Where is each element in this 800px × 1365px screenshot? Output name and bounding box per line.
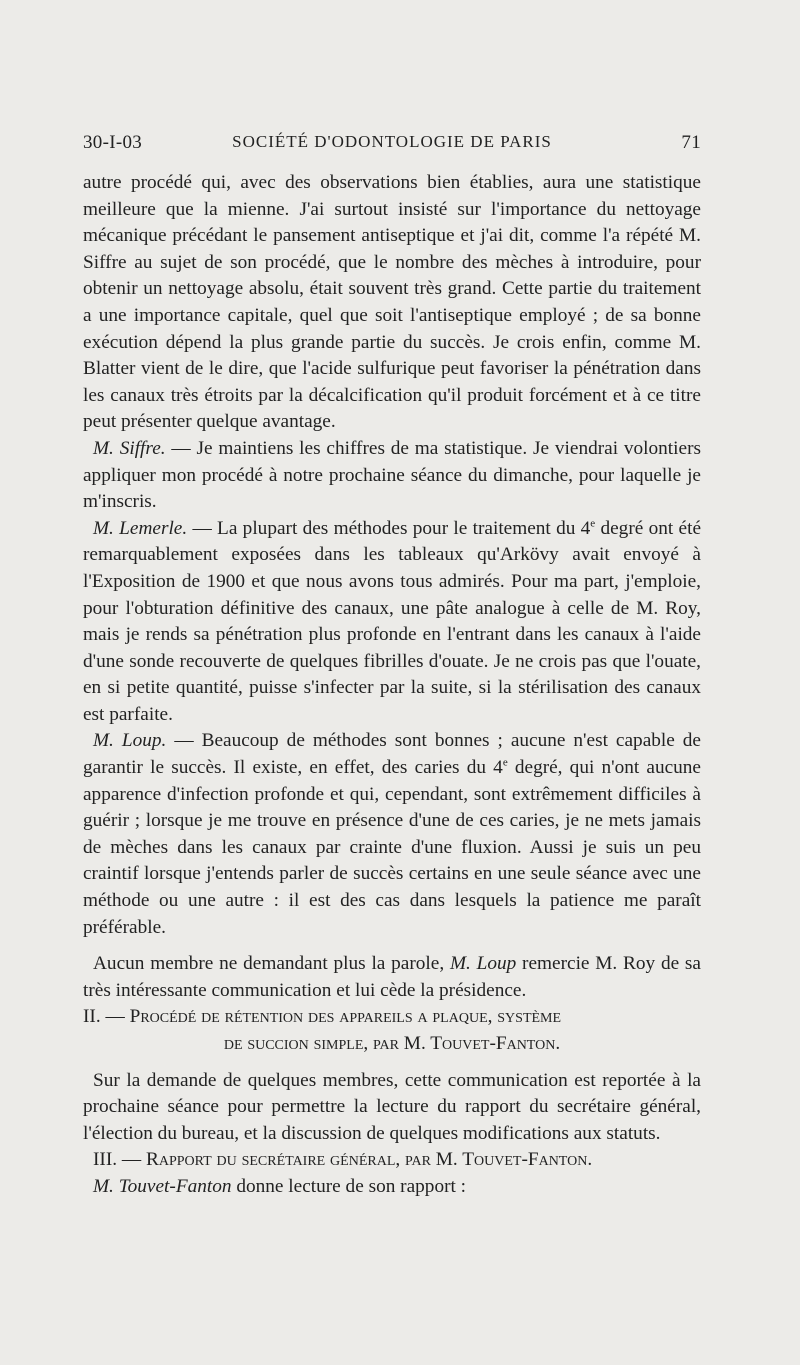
section-title-line: Procédé de rétention des appareils a plaque, système [129, 1006, 562, 1028]
superscript: e [590, 517, 596, 530]
page-number: 71 [681, 132, 701, 153]
speaker-name: M. Touvet-Fanton [93, 1175, 232, 1197]
paragraph-text: donne lecture de son rapport : [231, 1175, 467, 1197]
speaker-name: M. Lemerle. [93, 517, 188, 539]
section-title-line: de succion simple, par M. Touvet-Fanton. [223, 1033, 561, 1054]
section-number: II. — [83, 1006, 130, 1028]
speaker-name: M. Siffre. [93, 437, 166, 459]
superscript: e [502, 756, 508, 769]
paragraph-closing [83, 951, 701, 1004]
page-body [83, 170, 701, 1201]
paragraph-text: remercie M. Roy de sa très intéressante communication et lui cède la présidence. [83, 953, 701, 1001]
speaker-name: M. Loup [449, 953, 517, 975]
section-title-line: Rapport du secrétaire général, par M. Touvet-Fanton. [146, 1149, 593, 1171]
speaker-name: M. Loup. [93, 730, 167, 752]
paragraph-continued: autre procédé qui, avec des observations bien établies, aura une statistique meilleure que la mienne. J'ai surtout insisté sur l'importance du nettoyage mécanique précédant le pansement antiseptique et j'ai dit, comme l'a répété M. Siffre au sujet de son procédé, que le nombre des mèches à introduire, pour obtenir un nettoyage absolu, était souvent très grand. Cette partie du traitement a une importance capitale, quel que soit l'antiseptique employé ; de sa bonne exécution dépend la plus grande partie du succès. Je crois enfin, comme M. Blatter vient de le dire, que l'acide sulfurique peut favoriser la pénétration dans les canaux très étroits par la décalcification qu'il produit forcément et à ce titre peut présenter quelque avantage. [83, 172, 701, 433]
paragraph-text: — La plupart des méthodes pour le traitement du 4 [187, 517, 591, 539]
paragraph-text: — Je maintiens les chiffres de ma statistique. Je viendrai volontiers appliquer mon procédé à notre prochaine séance du dimanche, pour laquelle je m'inscris. [83, 437, 701, 513]
section-heading-iii [83, 1147, 701, 1174]
paragraph-siffre [83, 436, 701, 516]
paragraph-text: Aucun membre ne demandant plus la parole, [93, 953, 450, 975]
paragraph-text: degré ont été remarquablement exposées dans les tableaux qu'Arkövy avait envoyé à l'Exposition de 1900 et que nous avons tous admirés. Pour ma part, j'emploie, pour l'obturation définitive des canaux, une pâte analogue à celle de M. Roy, mais je rends sa pénétration plus profonde en l'entrant dans les canaux à l'aide d'une sonde recouverte de quelques fibrilles d'ouate. Je ne crois pas que l'ouate, en si petite quantité, puisse s'infecter par la suite, si la stérilisation des canaux est parfaite. [83, 517, 701, 725]
section-heading-ii [83, 1004, 701, 1057]
page-header [83, 132, 701, 162]
header-title: SOCIÉTÉ D'ODONTOLOGIE DE PARIS [232, 132, 552, 151]
paragraph-text: degré, qui n'ont aucune apparence d'infection profonde et qui, cependant, sont extrêmement difficiles à guérir ; lorsque je me trouve en présence d'une de ces caries, je ne mets jamais de mèches dans les canaux par crainte d'une fluxion. Aussi je suis un peu craintif lorsque j'entends parler de succès certains en une seule séance avec une méthode ou une autre : il est des cas dans lesquels la patience me paraît préférable. [83, 757, 701, 938]
paragraph-final [83, 1174, 701, 1201]
paragraph-text: — Beaucoup de méthodes sont bonnes ; aucune n'est capable de garantir le succès. Il existe, en effet, des caries du 4 [83, 730, 701, 779]
paragraph-report: Sur la demande de quelques membres, cette communication est reportée à la prochaine séance pour permettre la lecture du rapport du secrétaire général, l'élection du bureau, et la discussion de quelques modifications aux statuts. [83, 1069, 701, 1144]
section-number: III. — [93, 1149, 147, 1171]
paragraph-loup [83, 728, 701, 941]
paragraph-lemerle [83, 516, 701, 729]
header-date: 30-I-03 [83, 132, 143, 153]
